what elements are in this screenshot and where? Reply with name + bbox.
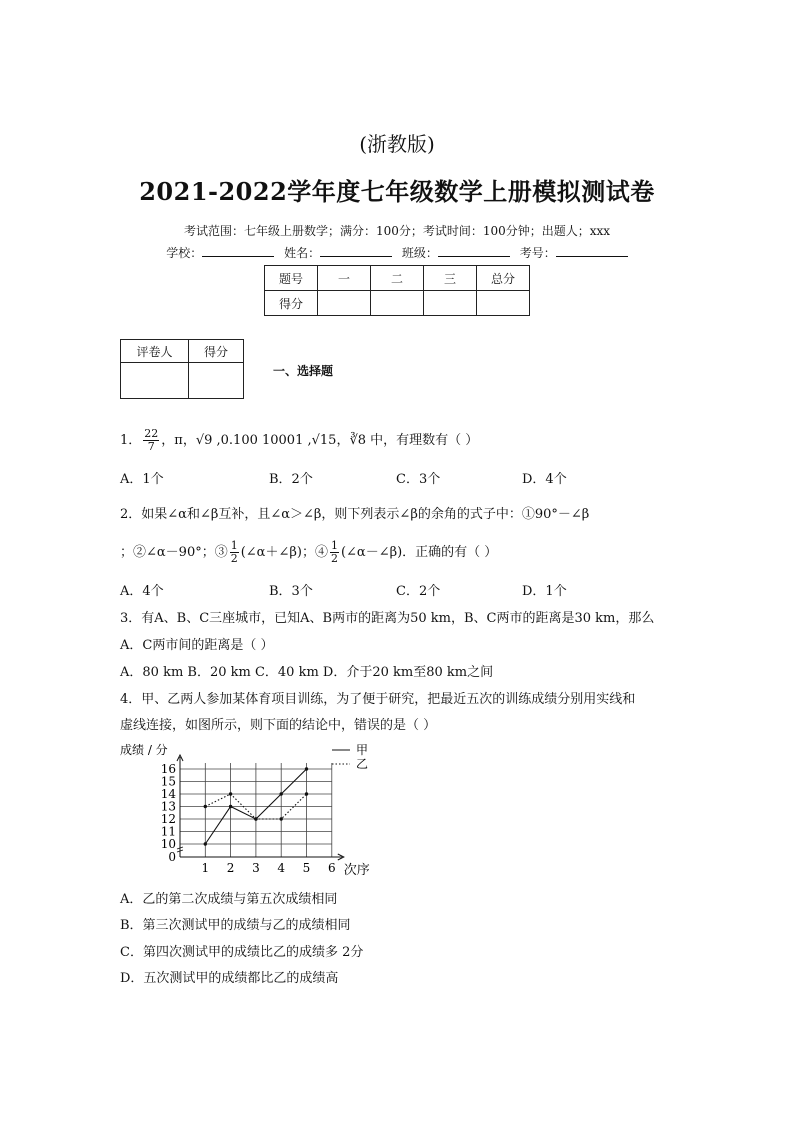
- question-number: 1．: [120, 433, 142, 448]
- option[interactable]: C．第四次测试甲的成绩比乙的成绩多 2分: [120, 945, 364, 960]
- data-point: [229, 805, 232, 808]
- grader-table: [120, 339, 244, 399]
- option[interactable]: A．4个: [120, 584, 164, 599]
- fraction-half: [330, 540, 339, 565]
- chart-labels: [120, 742, 370, 878]
- name-field[interactable]: [320, 244, 392, 257]
- question-2-line-2: [120, 540, 497, 565]
- x-tick-label: 3: [252, 861, 260, 875]
- name-label: 姓名：: [284, 246, 321, 260]
- data-point: [204, 805, 207, 808]
- y-tick-label: 13: [160, 799, 176, 814]
- question-text: (∠α－∠β)．正确的有（ ）: [340, 545, 498, 560]
- score-header: 三: [424, 266, 477, 291]
- score-cell[interactable]: [318, 291, 371, 316]
- x-tick-label: 4: [277, 861, 286, 875]
- exam-no-field[interactable]: [556, 244, 628, 257]
- x-tick-label: 6: [327, 861, 336, 875]
- y-tick-label: 10: [160, 837, 176, 851]
- option[interactable]: B．2个: [269, 472, 313, 487]
- score-header: 总分: [477, 266, 530, 291]
- fraction-denominator: 2: [230, 552, 238, 565]
- school-label: 学校：: [166, 246, 203, 260]
- y-tick-label: 16: [160, 762, 176, 776]
- y-axis-label: 成绩 / 分: [120, 743, 168, 757]
- option[interactable]: B．3个: [269, 584, 313, 599]
- option[interactable]: D．4个: [522, 472, 567, 487]
- option[interactable]: C．3个: [396, 472, 441, 487]
- subtitle: (浙教版): [359, 132, 435, 156]
- grader-header: 得分: [189, 340, 244, 363]
- legend-label: 甲: [356, 743, 369, 757]
- chart-grid: [180, 763, 332, 857]
- grader-cell[interactable]: [189, 363, 244, 399]
- question-text: ；②∠α－90°；③: [120, 545, 228, 560]
- question-1: [120, 428, 478, 453]
- data-point: [229, 792, 232, 795]
- question-4-line-2: 虚线连接，如图所示，则下面的结论中，错误的是（ ）: [120, 718, 437, 733]
- y-tick-label: 14: [160, 787, 176, 801]
- option[interactable]: D．五次测试甲的成绩都比乙的成绩高: [120, 971, 339, 986]
- x-tick-label: 5: [302, 861, 311, 875]
- question-text: (∠α＋∠β)；④: [240, 545, 328, 560]
- question-3-line-2: A．C两市间的距离是（ ）: [120, 638, 274, 653]
- score-header: 二: [371, 266, 424, 291]
- question-4-line-1: 4．甲、乙两人参加某体育项目训练，为了便于研究，把最近五次的训练成绩分别用实线和: [120, 692, 636, 707]
- score-cell[interactable]: [371, 291, 424, 316]
- score-line-chart: [118, 740, 388, 880]
- y-tick-label: 11: [160, 824, 176, 839]
- fraction: [143, 428, 159, 453]
- score-header: 一: [318, 266, 371, 291]
- y-tick-label: 12: [160, 812, 176, 826]
- option[interactable]: C．2个: [396, 584, 441, 599]
- option[interactable]: D．1个: [522, 584, 567, 599]
- option[interactable]: B．第三次测试甲的成绩与乙的成绩相同: [120, 918, 351, 933]
- question-3-options[interactable]: A．80 km B．20 km C．40 km D．介于20 km至80 km之间: [120, 665, 494, 680]
- data-point: [305, 792, 308, 795]
- score-table: [264, 265, 530, 316]
- fraction-half: [230, 540, 239, 565]
- option[interactable]: A．1个: [120, 472, 164, 487]
- fraction-denominator: 2: [330, 552, 338, 565]
- data-point: [305, 767, 308, 770]
- section-title: 一、选择题: [273, 364, 334, 378]
- class-field[interactable]: [438, 244, 510, 257]
- data-point: [254, 817, 257, 820]
- class-label: 班级：: [401, 246, 438, 260]
- x-tick-label: 1: [201, 861, 210, 875]
- y-tick-label: 15: [160, 774, 176, 789]
- legend-label: 乙: [356, 757, 369, 771]
- data-point: [280, 817, 283, 820]
- student-info-line: [0, 244, 794, 261]
- question-3-line-1: 3．有A、B、C三座城市，已知A、B两市的距离为50 km，B、C两市的距离是30 km，那么: [120, 611, 655, 626]
- x-tick-label: 2: [226, 861, 235, 875]
- question-2-line-1: 2．如果∠α和∠β互补，且∠α＞∠β，则下列表示∠β的余角的式子中：①90°－∠β: [120, 507, 590, 522]
- data-point: [204, 842, 207, 845]
- score-cell[interactable]: [477, 291, 530, 316]
- y-tick-label: 0: [168, 850, 176, 864]
- data-point: [280, 792, 283, 795]
- score-header: 题号: [265, 266, 318, 291]
- score-row-label: 得分: [265, 291, 318, 316]
- question-text: ，π，√9 ,0.100 10001 ,√15，∛8 中，有理数有（ ）: [161, 433, 479, 448]
- fraction-numerator: 22: [144, 427, 159, 440]
- grader-header: 评卷人: [121, 340, 189, 363]
- grader-cell[interactable]: [121, 363, 189, 399]
- fraction-numerator: 1: [330, 539, 338, 552]
- exam-info: 考试范围：七年级上册数学；满分：100分；考试时间：100分钟；出题人；xxx: [183, 224, 611, 238]
- fraction-denominator: 7: [147, 440, 155, 453]
- x-axis-label: 次序: [343, 863, 370, 878]
- score-cell[interactable]: [424, 291, 477, 316]
- school-field[interactable]: [202, 244, 274, 257]
- option[interactable]: A．乙的第二次成绩与第五次成绩相同: [120, 892, 338, 907]
- exam-title: 2021-2022学年度七年级数学上册模拟测试卷: [139, 177, 655, 206]
- fraction-numerator: 1: [230, 539, 238, 552]
- exam-no-label: 考号：: [519, 246, 556, 260]
